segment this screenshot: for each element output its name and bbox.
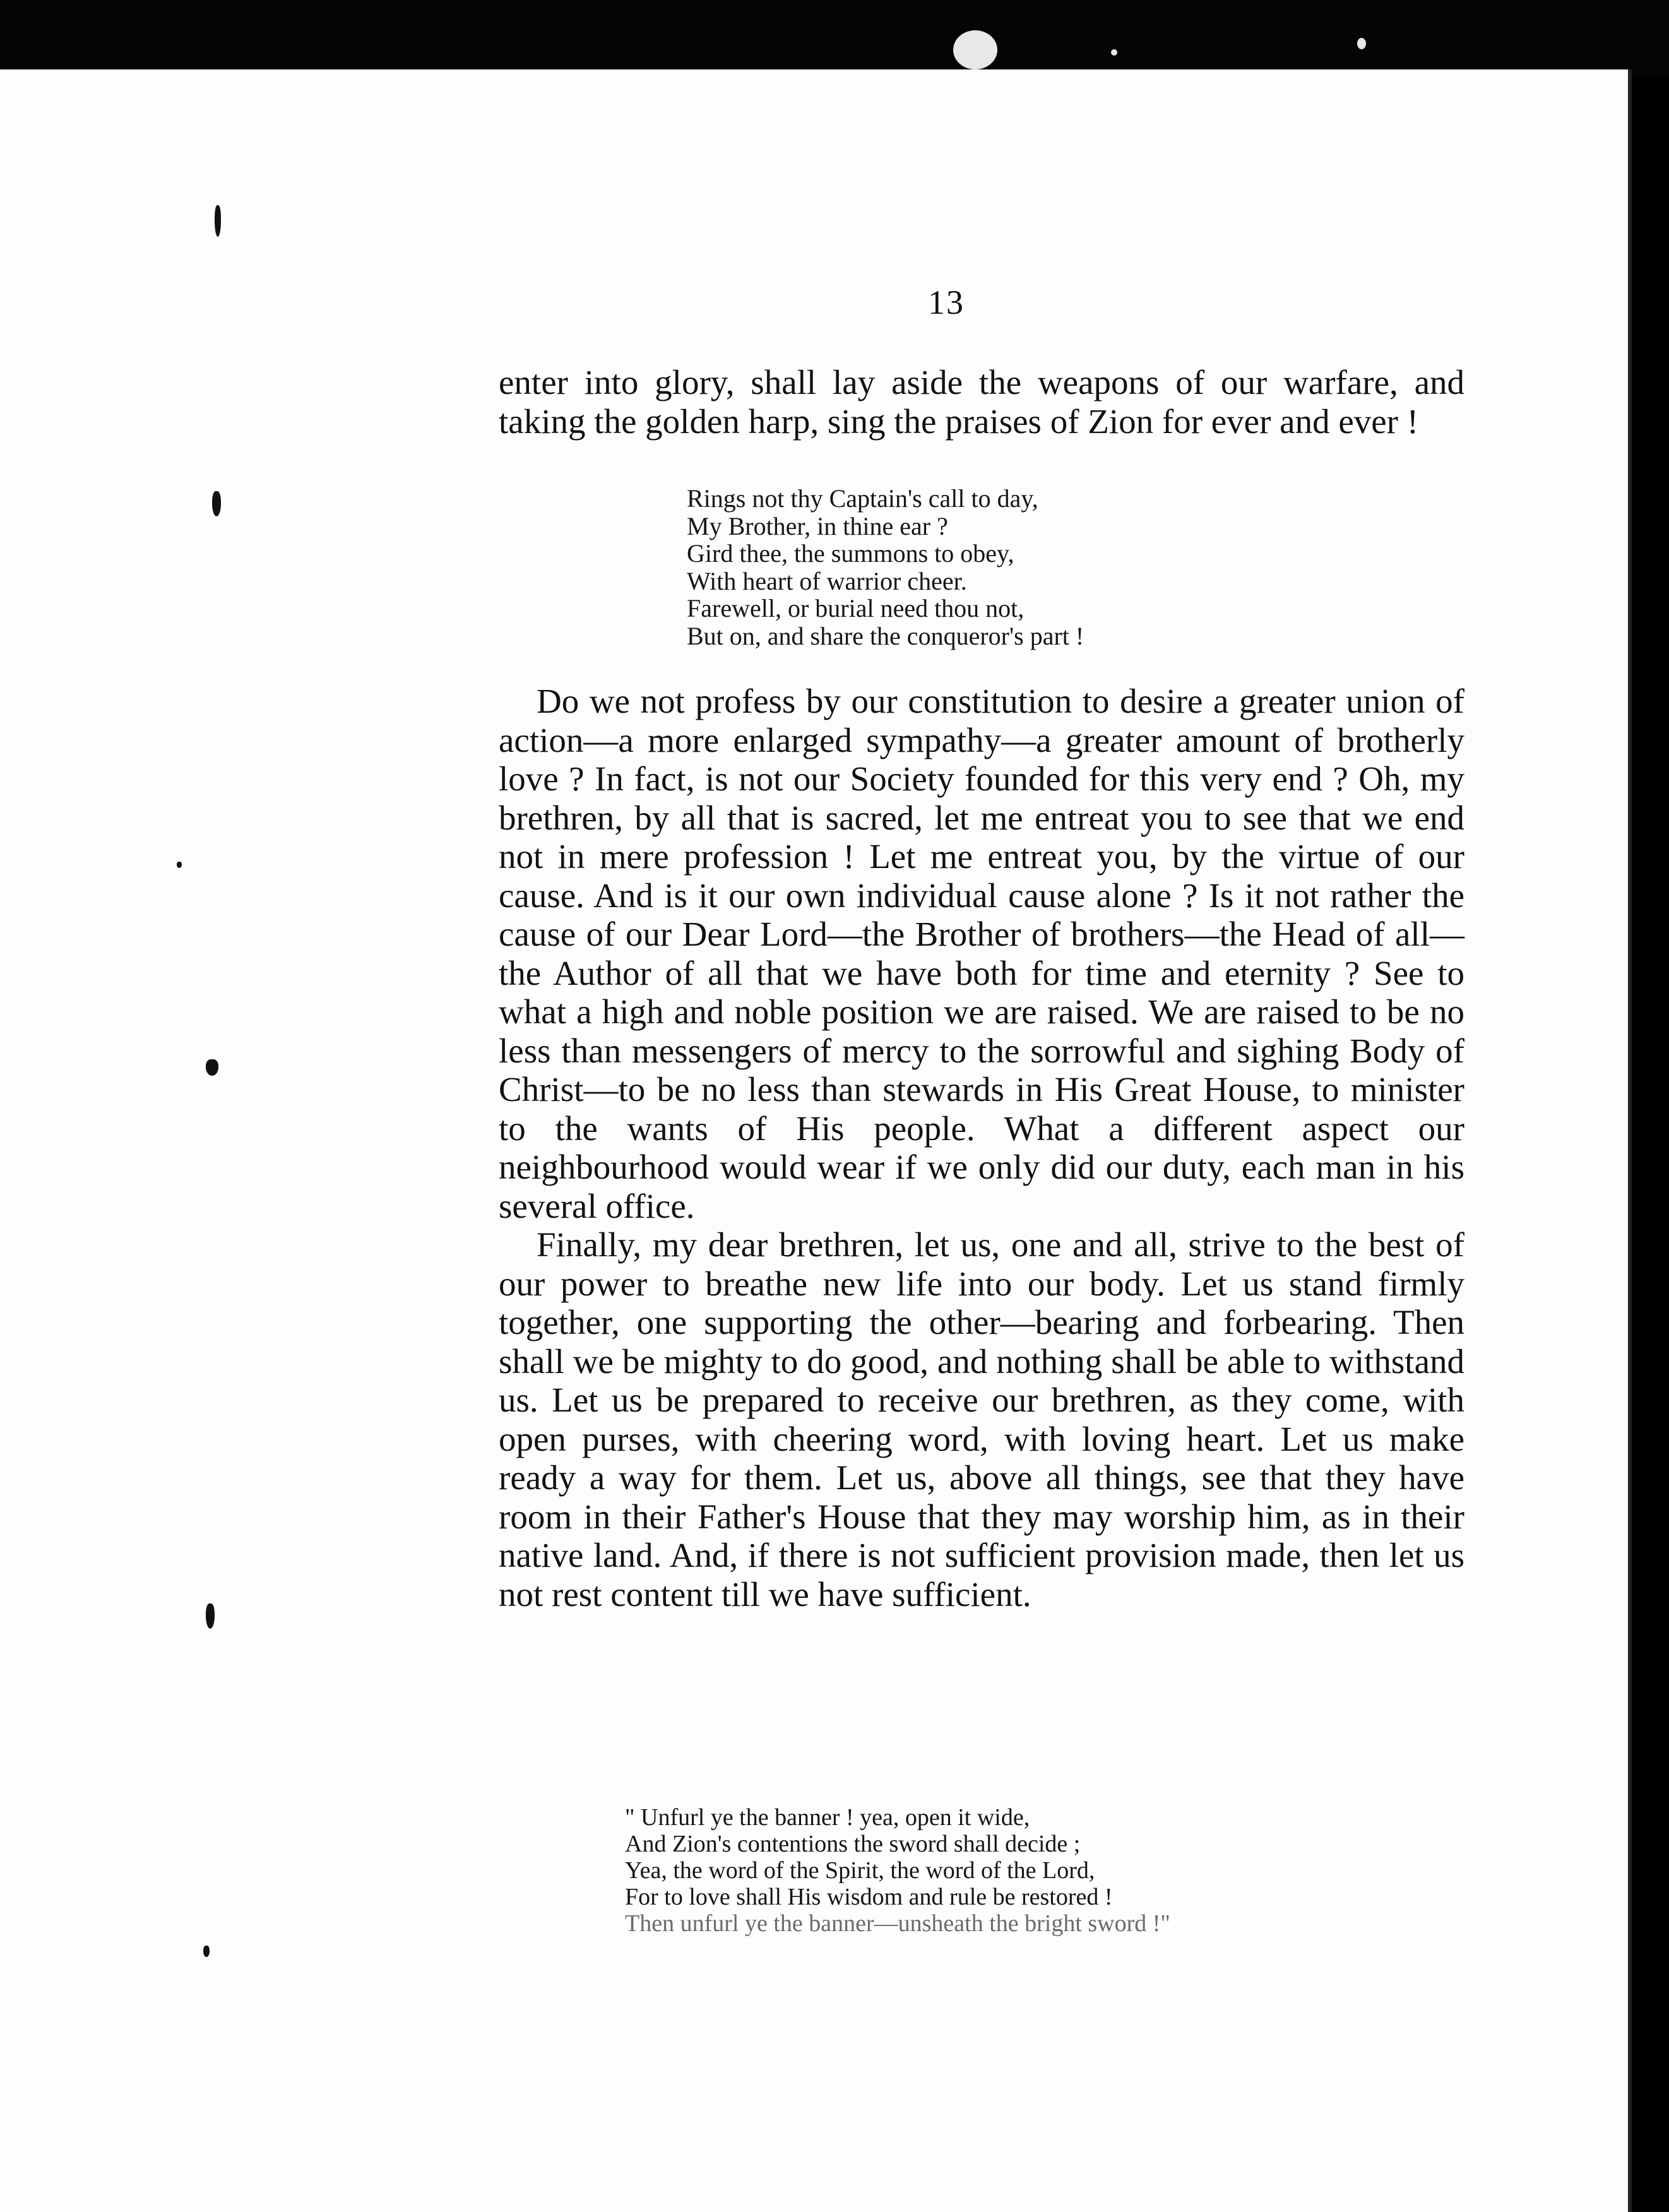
page-edge-shadow — [1632, 82, 1669, 2212]
verse-line: Yea, the word of the Spirit, the word of the Lord, — [625, 1857, 1095, 1884]
paragraph-constitution: Do we not profess by our constitution to desire a greater union of action—a more enlarged sympathy—a greater amount of brotherly love ? In fact, is not our Society founded for this very end ? Oh, my brethren, by all that is sacred, let me entreat you to see that we end not in mere profession ! Let me entreat you, by the virtue of our cause. And is it our own individual cause alone ? Is it not rather the cause of our Dear Lord—the Brother of brothers—the Head of all—the Author of all that we have both for time and eternity ? See to what a high and noble position we are raised. We are raised to be no less than messengers of mercy to the sorrowful and sighing Body of Christ—to be no less than stewards in His Great House, to minister to the wants of His people. What a different aspect our neighbourhood would wear if we only did our duty, each man in his several office. — [499, 682, 1464, 1225]
verse-two — [625, 1804, 1170, 1937]
verse-line: For to love shall His wisdom and rule be restored ! — [625, 1884, 1113, 1910]
film-speck — [953, 30, 997, 69]
binding-mark — [177, 862, 182, 868]
verse-line: And Zion's contentions the sword shall decide ; — [625, 1831, 1081, 1857]
binding-mark — [212, 491, 221, 516]
verse-line: But on, and share the conqueror's part ! — [687, 621, 1084, 650]
binding-mark — [203, 1946, 210, 1957]
verse-line: Rings not thy Captain's call to day, — [687, 484, 1038, 513]
verse-line: With heart of warrior cheer. — [687, 566, 967, 595]
verse-line: Then unfurl ye the banner—unsheath the bright sword !" — [625, 1910, 1170, 1937]
binding-mark — [206, 1603, 215, 1629]
verse-line: My Brother, in thine ear ? — [687, 511, 948, 540]
verse-one — [687, 485, 1084, 650]
page-number: 13 — [928, 283, 965, 321]
opening-paragraph: enter into glory, shall lay aside the weapons of our warfare, and taking the golden harp, sing the praises of Zion for ever and ever ! — [499, 363, 1464, 441]
binding-mark — [206, 1059, 218, 1076]
verse-line: " Unfurl ye the banner ! yea, open it wide, — [625, 1804, 1030, 1831]
microfilm-border-top — [0, 0, 1669, 76]
film-speck — [1357, 38, 1366, 49]
verse-line: Gird thee, the summons to obey, — [687, 539, 1014, 568]
binding-mark — [215, 205, 221, 237]
opening-paragraph-block — [499, 363, 1464, 441]
body-paragraphs — [499, 682, 1464, 1614]
verse-line: Farewell, or burial need thou not, — [687, 594, 1025, 622]
film-speck — [1111, 49, 1117, 56]
paragraph-finally: Finally, my dear brethren, let us, one and all, strive to the best of our power to breathe new life into our body. Let us stand firmly together, one supporting the other—bearing and forbearing. Then shall we be mighty to do good, and nothing shall be able to withstand us. Let us be prepared to receive our brethren, as they come, with open purses, with cheering word, with loving heart. Let us make ready a way for them. Let us, above all things, see that they have room in their Father's House that they may worship him, as in their native land. And, if there is not sufficient provision made, then let us not rest content till we have sufficient. — [499, 1225, 1464, 1614]
